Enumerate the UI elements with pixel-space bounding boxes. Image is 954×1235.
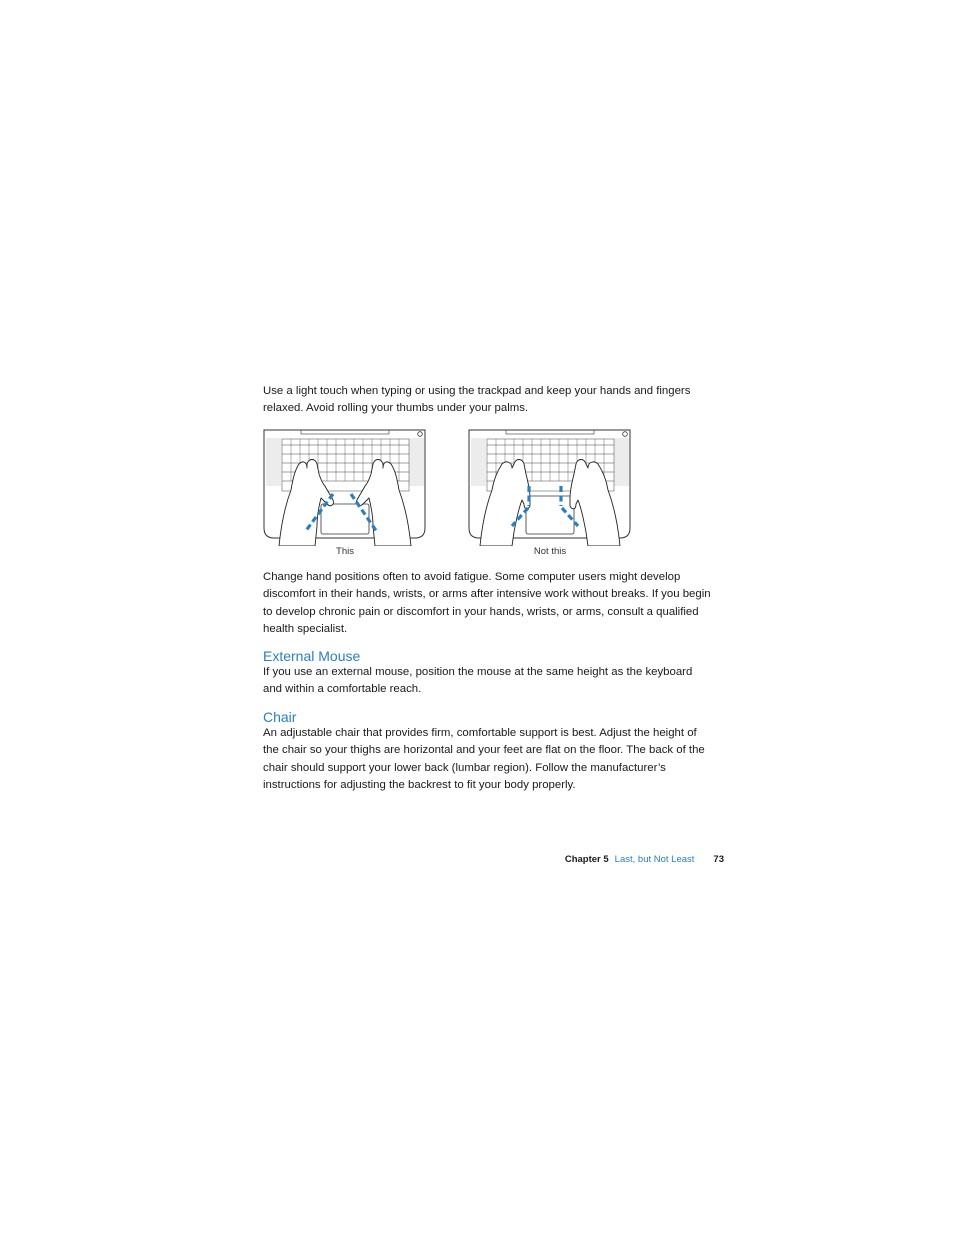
figure-correct-hand-position: [263, 428, 427, 560]
page-footer: [565, 853, 724, 867]
laptop-hands-illustration-incorrect: [468, 428, 632, 546]
footer-chapter-title: Last, but Not Least: [614, 854, 695, 865]
figure-incorrect-hand-position: [468, 428, 632, 560]
laptop-hands-illustration-correct: [263, 428, 427, 546]
section-text-external-mouse: If you use an external mouse, position the mouse at the same height as the keyboard and within a comfortable reach.: [263, 666, 693, 696]
figure-caption-this: This: [336, 546, 354, 557]
footer-chapter-label: Chapter 5: [564, 854, 609, 865]
hand-position-paragraph: Change hand positions often to avoid fatigue. Some computer users might develop discomfort in their hands, wrists, or arms after intensive work without breaks. If you begin to develop chronic pain or discomfort in your hands, wrists, or arms, consult a qualified health specialist.: [263, 571, 711, 636]
section-text-chair: An adjustable chair that provides firm, comfortable support is best. Adjust the height of the chair so your thighs are horizontal and your feet are flat on the floor. The back of the chair should support your lower back (lumbar region). Follow the manufacturer’s instructions for adjusting the backrest to fit your body properly.: [263, 727, 705, 792]
intro-paragraph: Use a light touch when typing or using the trackpad and keep your hands and fingers relaxed. Avoid rolling your thumbs under your palms.: [263, 385, 691, 415]
section-heading-external-mouse: External Mouse: [263, 648, 361, 664]
section-heading-chair: Chair: [263, 709, 297, 725]
footer-page-number: 73: [713, 854, 724, 865]
figure-caption-not-this: Not this: [533, 546, 567, 557]
